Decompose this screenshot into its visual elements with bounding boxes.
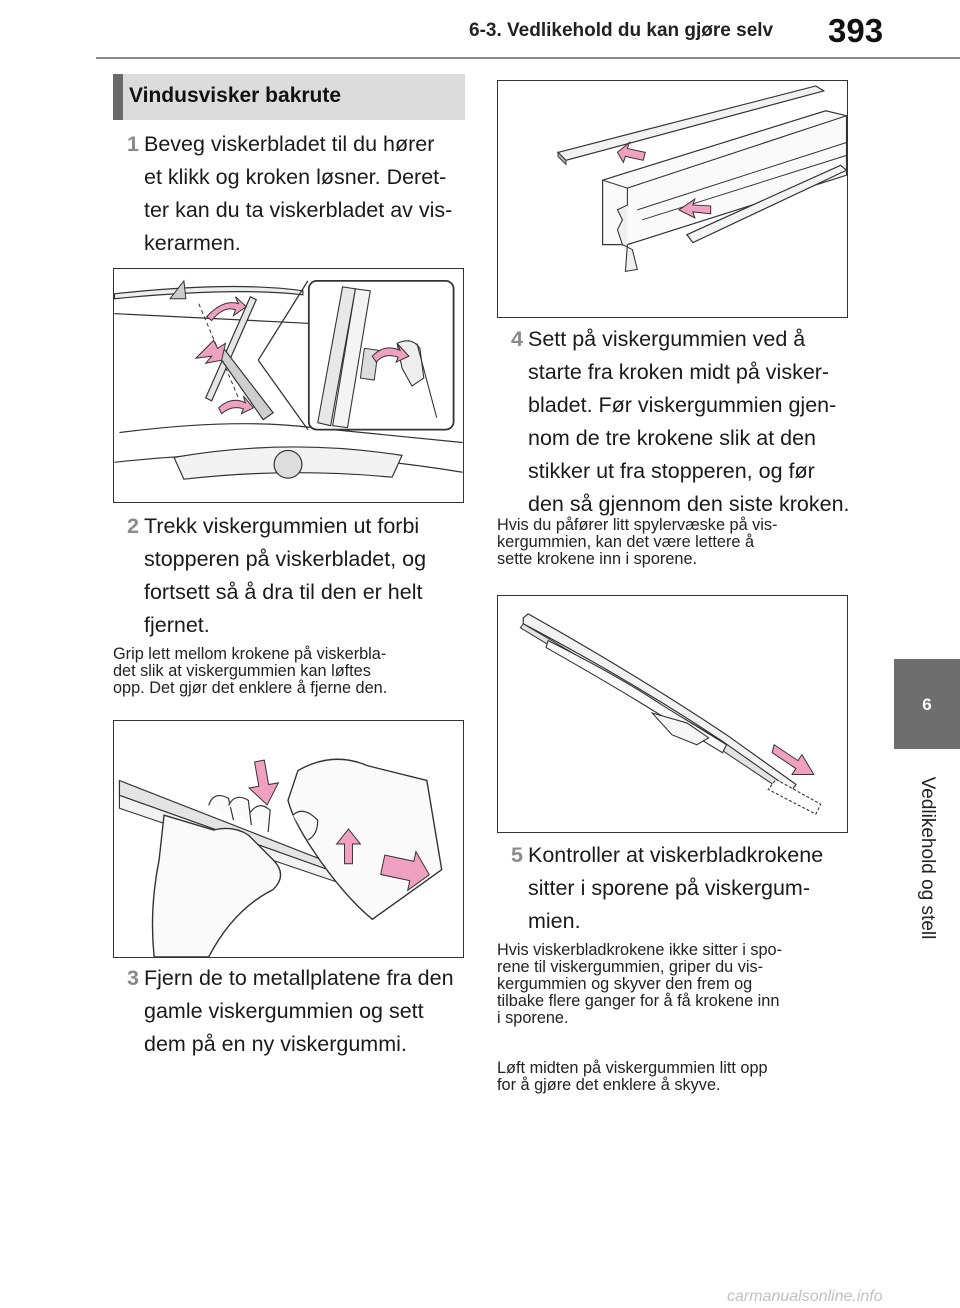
- note-step-5-tip: [497, 1060, 857, 1094]
- step-number: 1: [127, 132, 139, 156]
- note-line: kergummien og skyver den frem og: [497, 975, 753, 993]
- note-line: det slik at viskergummien kan løftes: [113, 662, 371, 680]
- step-line: gamle viskergummien og sett: [144, 999, 424, 1023]
- step-line: Sett på viskergummien ved å: [528, 327, 806, 351]
- note-line: Hvis viskerbladkrokene ikke sitter i spo-: [497, 941, 783, 959]
- step-line: Trekk viskergummien ut forbi: [144, 514, 420, 538]
- chapter-tab: [894, 659, 960, 749]
- wiper-blade-illustration: [498, 596, 847, 832]
- step-line: starte fra kroken midt på visker-: [528, 360, 830, 384]
- note-line: opp. Det gjør det enklere å fjerne den.: [113, 679, 388, 697]
- note-line: Løft midten på viskergummien litt opp: [497, 1059, 768, 1077]
- section-heading-bar: [113, 74, 123, 120]
- chapter-label: Vedlikehold og stell: [917, 776, 938, 940]
- step-line: dem på en ny viskergummi.: [144, 1032, 407, 1056]
- note-line: for å gjøre det enklere å skyve.: [497, 1076, 721, 1094]
- running-header: 6-3. Vedlikehold du kan gjøre selv: [469, 20, 774, 41]
- metal-plates-rubber-illustration: [498, 81, 847, 317]
- step-line: ter kan du ta viskerbladet av vis-: [144, 198, 453, 222]
- chapter-number: 6: [922, 695, 932, 714]
- step-2: [127, 510, 474, 642]
- watermark: carmanualsonline.info: [727, 1288, 883, 1305]
- header-rule: [96, 57, 960, 59]
- note-line: kergummien, kan det være lettere å: [497, 533, 755, 551]
- step-number: 3: [127, 966, 139, 990]
- figure-wiper-blade: [497, 595, 848, 833]
- figure-pull-rubber: [113, 720, 464, 958]
- step-number: 2: [127, 514, 139, 538]
- note-step-4: [497, 517, 857, 568]
- hands-pulling-wiper-rubber-illustration: [114, 721, 463, 957]
- figure-wiper-removal: [113, 268, 464, 503]
- figure-metal-plates: [497, 80, 848, 318]
- note-line: Hvis du påfører litt spylervæske på vis-: [497, 516, 778, 534]
- step-line: bladet. Før viskergummien gjen-: [528, 393, 837, 417]
- step-line: den så gjennom den siste kroken.: [528, 492, 850, 516]
- step-line: Fjern de to metallplatene fra den: [144, 966, 454, 990]
- step-line: Kontroller at viskerbladkrokene: [528, 843, 824, 867]
- step-line: et klikk og kroken løsner. Deret-: [144, 165, 447, 189]
- step-line: stopperen på viskerbladet, og: [144, 547, 427, 571]
- note-line: i sporene.: [497, 1009, 569, 1027]
- step-line: sitter i sporene på viskergum-: [528, 876, 810, 900]
- step-1: [127, 128, 474, 260]
- step-line: fjernet.: [144, 613, 210, 637]
- step-line: fortsett så å dra til den er helt: [144, 580, 423, 604]
- step-number: 4: [511, 327, 523, 351]
- step-line: kerarmen.: [144, 231, 241, 255]
- note-line: Grip lett mellom krokene på viskerbla-: [113, 645, 387, 663]
- note-line: tilbake flere ganger for å få krokene inn: [497, 992, 780, 1010]
- step-3: [127, 962, 474, 1061]
- page-number: 393: [828, 12, 884, 49]
- note-line: rene til viskergummien, griper du vis-: [497, 958, 764, 976]
- section-title: Vindusvisker bakrute: [129, 84, 342, 107]
- note-step-5: [497, 942, 857, 1027]
- step-line: Beveg viskerbladet til du hører: [144, 132, 435, 156]
- note-line: sette krokene inn i sporene.: [497, 550, 698, 568]
- step-5: [511, 839, 868, 938]
- section-heading-box: [113, 74, 465, 120]
- step-number: 5: [511, 843, 523, 867]
- step-line: nom de tre krokene slik at den: [528, 426, 817, 450]
- wiper-on-tailgate-illustration: [114, 269, 463, 502]
- step-4: [511, 323, 868, 521]
- note-step-2: [113, 646, 473, 697]
- step-line: mien.: [528, 909, 581, 933]
- step-line: stikker ut fra stopperen, og før: [528, 459, 815, 483]
